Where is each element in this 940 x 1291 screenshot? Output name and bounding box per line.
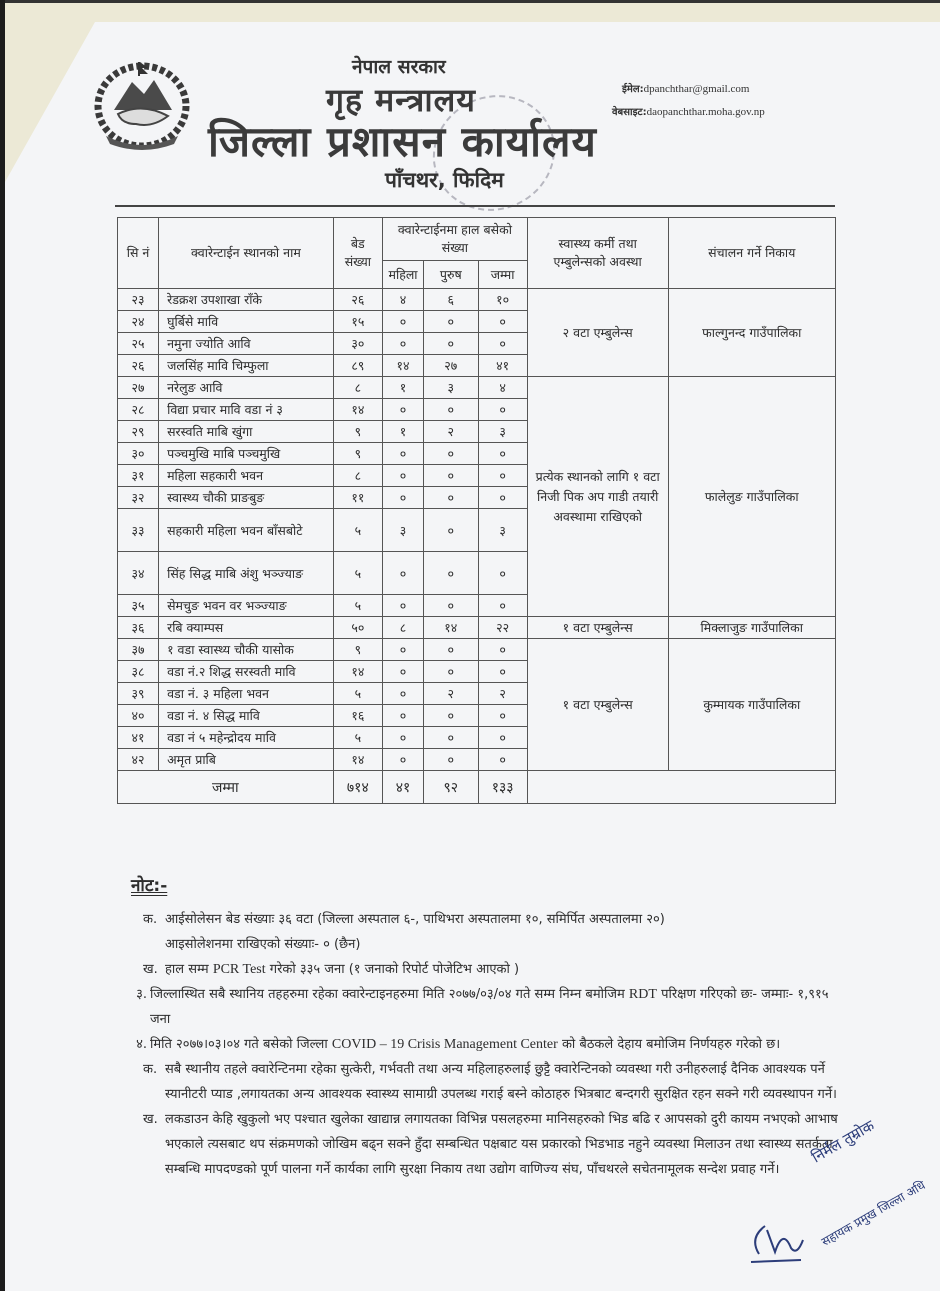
total-empty-cell — [527, 771, 835, 804]
table-row — [118, 289, 836, 311]
group-agency: फालेलुङ गाउँपालिका — [668, 377, 835, 617]
row-sn: ३७ — [118, 639, 159, 661]
row-male: ६ — [424, 289, 478, 311]
scan-border-left — [0, 0, 5, 1291]
row-total: २२ — [478, 617, 527, 639]
row-name: नमुना ज्योति आवि — [159, 333, 334, 355]
row-beds: ९ — [333, 639, 382, 661]
note-item-3-post: परिक्षण गरिएको छः- जम्माः- १,९१५ जना — [150, 987, 829, 1027]
row-male: ० — [424, 595, 478, 617]
note-item-4-kha-marker: ख. — [143, 1112, 158, 1127]
row-male: ० — [424, 399, 478, 421]
row-name: सहकारी महिला भवन बाँसबोटे — [159, 509, 334, 552]
row-male: ० — [424, 749, 478, 771]
row-male: ० — [424, 487, 478, 509]
note-item-4-kha — [113, 1107, 838, 1182]
row-total: ३ — [478, 509, 527, 552]
row-male: १४ — [424, 617, 478, 639]
header-agency: संचालन गर्ने निकाय — [668, 218, 835, 289]
group-health-status: २ वटा एम्बुलेन्स — [527, 289, 668, 377]
row-total: ० — [478, 465, 527, 487]
row-female: ० — [382, 333, 423, 355]
government-title: नेपाल सरकार — [352, 56, 446, 78]
note-item-4-ka-text: सबै स्थानीय तहले क्वारेन्टिनमा रहेका सुत्केरी, गर्भवती तथा अन्य महिलाहरुलाई छुट्टै क्वारेन्टिनको व्यवस्था गरी उनीहरुलाई दैनिक आवश्यक पर्ने स्यानीटरी प्याड ,लगायतका अन्य आवश्यक स्वास्थ्य सामाग्री उपलब्ध गराई बस्ने कोठाहरु भित्रबाट बन्दगरी सुरक्षित रहन सक्ने गरी व्यवस्थापन गर्ने। — [165, 1062, 837, 1102]
row-name: अमृत प्राबि — [159, 749, 334, 771]
note-item-4-ka-marker: क. — [143, 1062, 158, 1077]
row-total: ० — [478, 311, 527, 333]
header-health: स्वास्थ्य कर्मी तथा एम्बुलेन्सको अवस्था — [527, 218, 668, 289]
row-sn: २६ — [118, 355, 159, 377]
note-kha-marker: ख. — [143, 962, 158, 977]
row-beds: ८९ — [333, 355, 382, 377]
row-female: ० — [382, 749, 423, 771]
note-kha — [113, 957, 838, 982]
row-beds: ११ — [333, 487, 382, 509]
row-name: नरेलुङ आवि — [159, 377, 334, 399]
row-male: ३ — [424, 377, 478, 399]
note-kha-post: गरेको ३३५ जना (१ जनाको रिपोर्ट पोजेटिभ आएको ) — [269, 962, 520, 977]
row-female: ० — [382, 661, 423, 683]
note-kha-pcr: PCR Test — [212, 962, 266, 977]
row-male: २७ — [424, 355, 478, 377]
row-name: सिंह सिद्ध माबि अंशु भञ्ज्याङ — [159, 552, 334, 595]
row-beds: १४ — [333, 399, 382, 421]
group-agency: मिक्लाजुङ गाउँपालिका — [668, 617, 835, 639]
office-title: जिल्ला प्रशासन कार्यालय — [208, 117, 597, 166]
row-total: ० — [478, 749, 527, 771]
table-row — [118, 377, 836, 399]
row-beds: ९ — [333, 421, 382, 443]
row-female: ४ — [382, 289, 423, 311]
row-female: ० — [382, 639, 423, 661]
row-sn: २८ — [118, 399, 159, 421]
note-ka-line2: आइसोलेशनमा राखिएको संख्याः- ० (छैन) — [165, 937, 361, 952]
row-female: ० — [382, 443, 423, 465]
row-male: ० — [424, 311, 478, 333]
note-item-4-kha-text: लकडाउन केहि खुकुलो भए पश्चात खुलेका खाद्यान्न लगायतका विभिन्न पसलहरुमा मानिसहरुको भिड बढि र आपसको दुरी कायम नभएको आभाष भएकाले त्यसबाट थप संक्रमणको जोखिम बढ्न सक्ने हुँदा सम्बन्धित पक्षबाट यस प्रकारको भिडभाड नहुने व्यवस्था मिलाउन तथा स्वास्थ्य सतर्कता सम्बन्धि मापदण्डको पूर्ण पालना गर्ने कार्यका लागि सुरक्षा निकाय तथा उद्योग वाणिज्य संघ, पाँचथरले सचेतनामूलक सन्देश प्रवाह गर्ने। — [165, 1112, 838, 1177]
note-item-3-marker: ३. — [136, 987, 147, 1002]
office-location: पाँचथर, फिदिम — [385, 168, 504, 192]
table-total-row — [118, 771, 836, 804]
row-total: ० — [478, 727, 527, 749]
row-sn: ३१ — [118, 465, 159, 487]
row-male: ० — [424, 552, 478, 595]
row-male: ० — [424, 727, 478, 749]
header-name: क्वारेन्टाईन स्थानको नाम — [159, 218, 334, 289]
signature-scribble-icon — [745, 1218, 805, 1268]
email-label: ईमेल: — [622, 84, 644, 95]
row-sn: २९ — [118, 421, 159, 443]
row-sn: २४ — [118, 311, 159, 333]
row-female: ० — [382, 595, 423, 617]
email-line — [622, 81, 749, 95]
row-male: ० — [424, 465, 478, 487]
row-beds: ५ — [333, 727, 382, 749]
row-beds: ८ — [333, 377, 382, 399]
row-beds: ९ — [333, 443, 382, 465]
email-link[interactable]: dpanchthar@gmail.com — [643, 83, 750, 95]
row-sn: ३२ — [118, 487, 159, 509]
quarantine-table — [117, 217, 836, 804]
row-beds: १४ — [333, 749, 382, 771]
header-male: पुरुष — [424, 261, 478, 289]
row-beds: १४ — [333, 661, 382, 683]
table-body — [118, 289, 836, 771]
row-male: ० — [424, 443, 478, 465]
row-female: १४ — [382, 355, 423, 377]
row-sn: २७ — [118, 377, 159, 399]
row-name: स्वास्थ्य चौकी प्राङबुङ — [159, 487, 334, 509]
note-ka — [113, 907, 838, 957]
row-sn: ३६ — [118, 617, 159, 639]
row-female: ० — [382, 465, 423, 487]
row-male: २ — [424, 421, 478, 443]
row-beds: ५ — [333, 552, 382, 595]
row-female: ३ — [382, 509, 423, 552]
row-total: ० — [478, 595, 527, 617]
row-male: ० — [424, 333, 478, 355]
row-male: २ — [424, 683, 478, 705]
header-current: क्वारेन्टाईनमा हाल बसेको संख्या — [382, 218, 527, 261]
row-female: ० — [382, 552, 423, 595]
table-header-row — [118, 218, 836, 261]
row-total: ० — [478, 552, 527, 595]
row-beds: ८ — [333, 465, 382, 487]
note-item-3-pre: जिल्लास्थित सबै स्थानिय तहहरुमा रहेका क्वारेन्टाइनहरुमा मिति २०७७/०३/०४ गते सम्म निम्न बमोजिम — [150, 987, 625, 1002]
note-ka-marker: क. — [143, 912, 158, 927]
row-total: ० — [478, 661, 527, 683]
row-name: पञ्चमुखि माबि पञ्चमुखि — [159, 443, 334, 465]
row-total: ४ — [478, 377, 527, 399]
row-total: ० — [478, 639, 527, 661]
row-name: जलसिंह मावि चिम्फुला — [159, 355, 334, 377]
row-female: ० — [382, 487, 423, 509]
total-female: ४१ — [382, 771, 423, 804]
row-beds: २६ — [333, 289, 382, 311]
note-item-4-covid: COVID – 19 Crisis Management Center — [331, 1037, 558, 1052]
row-name: रबि क्याम्पस — [159, 617, 334, 639]
header-beds: बेड संख्या — [333, 218, 382, 289]
group-agency: फाल्गुनन्द गाउँपालिका — [668, 289, 835, 377]
header-total: जम्मा — [478, 261, 527, 289]
row-sn: ४० — [118, 705, 159, 727]
note-ka-line1: आईसोलेसन बेड संख्याः ३६ वटा (जिल्ला अस्पताल ६-, पाथिभरा अस्पतालमा १०, समिर्पित अस्पतालमा २०) — [165, 912, 665, 927]
row-beds: १५ — [333, 311, 382, 333]
table-row — [118, 617, 836, 639]
header-divider — [115, 205, 835, 207]
row-name: वडा नं. ३ महिला भवन — [159, 683, 334, 705]
row-sn: २३ — [118, 289, 159, 311]
row-name: वडा नं. ४ सिद्ध मावि — [159, 705, 334, 727]
row-sn: ३५ — [118, 595, 159, 617]
website-link[interactable]: daopanchthar.moha.gov.np — [646, 106, 765, 118]
scan-border-top — [0, 0, 940, 3]
row-sn: ३८ — [118, 661, 159, 683]
row-total: २ — [478, 683, 527, 705]
header-sn: सि नं — [118, 218, 159, 289]
row-total: ० — [478, 399, 527, 421]
row-female: १ — [382, 421, 423, 443]
row-female: ० — [382, 705, 423, 727]
row-name: रेडक्रश उपशाखा राँके — [159, 289, 334, 311]
row-sn: ३४ — [118, 552, 159, 595]
row-sn: ३० — [118, 443, 159, 465]
row-total: ० — [478, 333, 527, 355]
row-name: सेमचुङ भवन वर भञ्ज्याङ — [159, 595, 334, 617]
row-beds: ५ — [333, 595, 382, 617]
row-female: ० — [382, 311, 423, 333]
group-health-status: प्रत्येक स्थानको लागि १ वटा निजी पिक अप गाडी तयारी अवस्थामा राखिएको — [527, 377, 668, 617]
row-beds: ५ — [333, 683, 382, 705]
note-item-4 — [113, 1032, 838, 1057]
row-beds: ५ — [333, 509, 382, 552]
row-sn: ४२ — [118, 749, 159, 771]
row-name: घुर्बिसे मावि — [159, 311, 334, 333]
note-item-4-marker: ४. — [136, 1037, 147, 1052]
total-beds: ७१४ — [333, 771, 382, 804]
header-female: महिला — [382, 261, 423, 289]
row-total: १० — [478, 289, 527, 311]
row-beds: ५० — [333, 617, 382, 639]
row-female: ० — [382, 727, 423, 749]
nepal-emblem-icon — [92, 58, 192, 150]
row-name: १ वडा स्वास्थ्य चौकी यासोक — [159, 639, 334, 661]
row-total: ० — [478, 443, 527, 465]
row-female: ० — [382, 399, 423, 421]
row-female: १ — [382, 377, 423, 399]
notes-section — [113, 874, 838, 1182]
row-sn: २५ — [118, 333, 159, 355]
note-item-4-post: को बैठकले देहाय बमोजिम निर्णयहरु गरेको छ। — [561, 1037, 781, 1052]
total-total: १३३ — [478, 771, 527, 804]
row-total: ३ — [478, 421, 527, 443]
row-male: ० — [424, 705, 478, 727]
row-female: ८ — [382, 617, 423, 639]
row-total: ० — [478, 487, 527, 509]
website-label: वेबसाइट: — [612, 107, 647, 118]
row-total: ० — [478, 705, 527, 727]
row-sn: ३९ — [118, 683, 159, 705]
row-name: विद्या प्रचार मावि वडा नं ३ — [159, 399, 334, 421]
signatory-title: सहायक प्रमुख जिल्ला अधि — [819, 1178, 928, 1249]
group-agency: कुम्मायक गाउँपालिका — [668, 639, 835, 771]
row-total: ४१ — [478, 355, 527, 377]
notes-title: नोट:- — [131, 876, 168, 896]
row-beds: १६ — [333, 705, 382, 727]
row-male: ० — [424, 639, 478, 661]
group-health-status: १ वटा एम्बुलेन्स — [527, 617, 668, 639]
total-label: जम्मा — [118, 771, 334, 804]
table-row — [118, 639, 836, 661]
group-health-status: १ वटा एम्बुलेन्स — [527, 639, 668, 771]
website-line — [612, 104, 765, 118]
row-name: वडा नं ५ महेन्द्रोदय मावि — [159, 727, 334, 749]
row-sn: ३३ — [118, 509, 159, 552]
note-item-4-ka — [113, 1057, 838, 1107]
row-name: सरस्वति माबि खुंगा — [159, 421, 334, 443]
note-kha-pre: हाल सम्म — [165, 962, 209, 977]
row-sn: ४१ — [118, 727, 159, 749]
row-name: वडा नं.२ शिद्ध सरस्वती मावि — [159, 661, 334, 683]
note-item-3 — [113, 982, 838, 1032]
row-male: ० — [424, 509, 478, 552]
note-item-3-rdt: RDT — [628, 987, 657, 1002]
note-item-4-pre: मिति २०७७।०३।०४ गते बसेको जिल्ला — [150, 1037, 328, 1052]
total-male: ९२ — [424, 771, 478, 804]
signatory-name: निर्मल तुम्रोक — [808, 1116, 878, 1167]
row-name: महिला सहकारी भवन — [159, 465, 334, 487]
row-female: ० — [382, 683, 423, 705]
row-male: ० — [424, 661, 478, 683]
row-beds: ३० — [333, 333, 382, 355]
ministry-title: गृह मन्त्रालय — [326, 81, 476, 119]
